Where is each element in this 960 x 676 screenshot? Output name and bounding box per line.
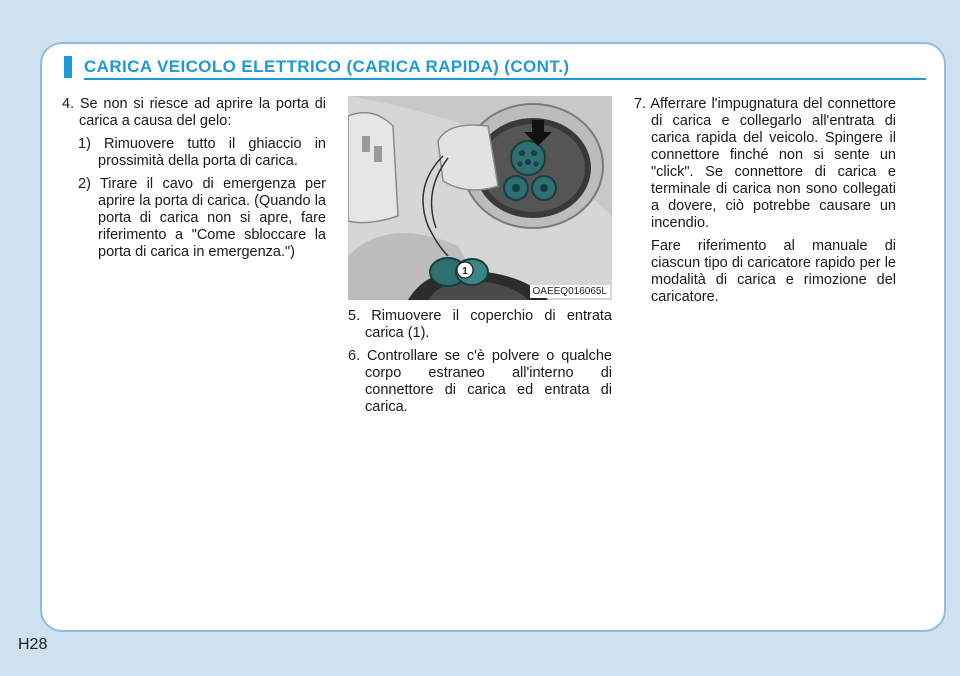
text-column-1 bbox=[62, 96, 326, 267]
step-7: 7. Afferrare l'impugnatura del connettore di carica e collegarlo all'entrata di carica rapida del veicolo. Spingere il connettore finché non si sente un "click". Se connettore di carica e terminale di carica non sono collegati a dovere, ciò potrebbe causare un incendio. bbox=[634, 96, 896, 231]
step-4-sub-1: 1) Rimuovere tutto il ghiaccio in prossimità della porta di carica. bbox=[78, 136, 326, 169]
step-7-note: Fare riferimento al manuale di ciascun tipo di caricatore rapido per le modalità di carica e rimozione del caricatore. bbox=[651, 238, 896, 305]
text-column-2 bbox=[348, 308, 612, 422]
step-4: 4. Se non si riesce ad aprire la porta di carica a causa del gelo: bbox=[62, 96, 326, 129]
section-title: CARICA VEICOLO ELETTRICO (CARICA RAPIDA) (CONT.) bbox=[84, 57, 570, 76]
page-number: H28 bbox=[18, 636, 48, 653]
figure-callout-1: 1 bbox=[462, 266, 468, 277]
text-column-3 bbox=[634, 96, 896, 312]
section-title-underline bbox=[84, 78, 926, 80]
charging-port-illustration bbox=[348, 96, 612, 300]
figure-code: OAEEQ016065L bbox=[530, 285, 611, 298]
step-4-sub-2: 2) Tirare il cavo di emergenza per aprire la porta di carica. (Quando la porta di carica non si apre, fare riferimento a "Come sbloccare la porta di carica in emergenza.") bbox=[78, 176, 326, 260]
step-6: 6. Controllare se c'è polvere o qualche corpo estraneo all'interno di connettore di carica ed entrata di carica. bbox=[348, 348, 612, 415]
step-5: 5. Rimuovere il coperchio di entrata carica (1). bbox=[348, 308, 612, 341]
section-title-marker bbox=[64, 56, 72, 78]
charging-port-drawing bbox=[348, 96, 612, 300]
